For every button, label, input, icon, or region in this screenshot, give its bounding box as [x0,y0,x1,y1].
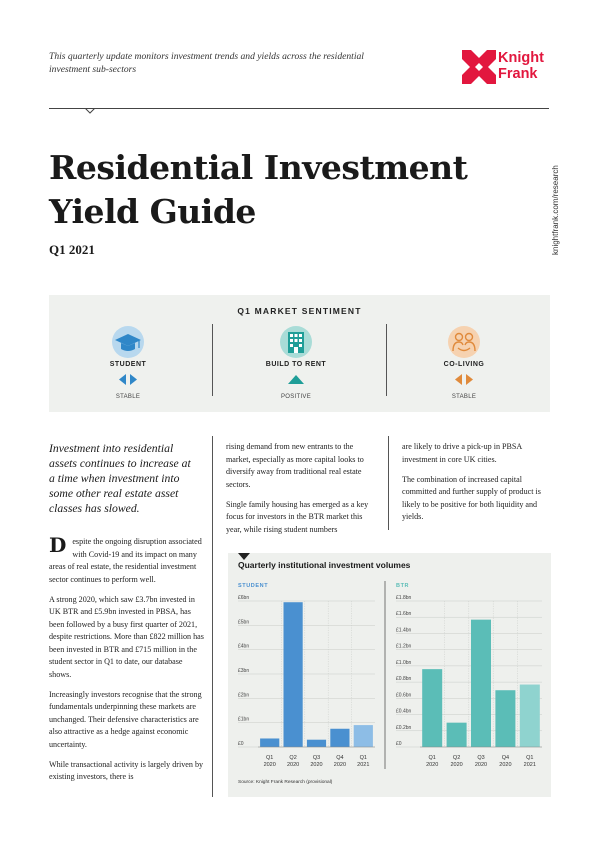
x-tick-label: Q4 [501,755,510,761]
investment-volumes-chart [228,553,551,797]
graduation-cap-icon [111,325,145,359]
sentiment-status: STABLE [451,394,477,400]
title-line-1: Residential Investment [49,148,468,187]
sentiment-divider [212,324,213,396]
apartment-building-icon [279,325,313,359]
x-tick-label: Q1 [526,755,534,761]
sentiment-label: CO-LIVING [443,361,485,368]
drop-cap: D [49,533,67,557]
bar [520,685,540,747]
sentiment-label: BUILD TO RENT [265,361,327,368]
logo-word-frank: Frank [498,66,538,82]
x-tick-label: 2021 [357,762,370,768]
chart-heading: Quarterly institutional investment volumes [238,560,411,570]
x-tick-label: 2020 [286,762,300,768]
x-tick-label: 2021 [523,762,536,768]
y-tick-label: £0.4bn [396,708,412,715]
site-link-text[interactable]: knightfrank.com/research [551,165,560,255]
bar [471,620,491,747]
x-tick-label: 2020 [499,762,512,768]
y-tick-label: £0.8bn [396,676,412,683]
market-sentiment-panel [49,295,550,412]
logo-word-knight: Knight [498,50,544,66]
sentiment-divider [386,324,387,396]
bar [260,738,279,747]
title-line-2: Yield Guide [49,192,256,231]
bar [447,723,467,747]
y-tick-label: £1bn [238,716,250,723]
y-tick-label: £5bn [238,619,250,626]
chart-source: Source: Knight Frank Research (provisional) [238,780,333,785]
rule-notch-icon [85,108,95,118]
bar [330,729,349,747]
intro-text: This quarterly update monitors investment trends and yields across the residential investment sub-sectors [49,51,364,75]
stable-arrows-icon [119,374,137,385]
bar [354,725,373,747]
y-tick-label: £2bn [238,692,250,699]
chart-series-title: BTR [396,583,410,589]
x-tick-label: 2020 [263,762,276,768]
y-tick-label: £0.2bn [396,724,412,731]
y-tick-label: £3bn [238,668,250,674]
x-tick-label: Q1 [266,755,274,761]
bar [284,602,303,747]
header-rule [49,108,549,109]
up-arrow-icon [288,374,304,385]
bar [307,740,326,747]
sentiment-build-to-rent [236,325,356,400]
body-column-1 [49,533,204,791]
page-title [49,146,529,234]
y-tick-label: £1.6bn [396,611,412,618]
sentiment-label: STUDENT [109,361,147,368]
x-tick-label: Q3 [312,755,321,761]
sentiment-status: STABLE [115,394,141,400]
paragraph: The combination of increased capital committed and further supply of product is likely to be positive for both liquidity and yields. [402,474,541,521]
x-tick-label: 2020 [333,762,347,768]
y-tick-label: £0 [238,741,244,747]
y-tick-label: £1.0bn [396,659,412,666]
y-tick-label: £4bn [238,643,250,650]
paragraph: A strong 2020, which saw £3.7bn invested in UK BTR and £5.9bn invested in PBSA, has been followed by a busy first quarter of 2021, despite restrictions. More than £822 million has been invested in BTR and £715 million in the student sector in Q1 to date, our database shows. [49,594,204,679]
site-link-vertical[interactable] [541,150,560,260]
people-icon [447,325,481,359]
column-separator [212,436,213,797]
x-tick-label: Q1 [359,755,367,761]
y-tick-label: £6bn [238,595,250,601]
y-tick-label: £1.4bn [396,627,412,634]
bar [495,690,515,747]
chart-canvas [228,553,551,797]
chart-series-title: STUDENT [238,583,269,589]
logo-mark-icon [462,50,496,84]
paragraph-text: espite the ongoing disruption associated with Covid-19 and its impact on many areas of real estate, the residential investment sector continues to perform well. [49,537,202,584]
y-tick-label: £0.6bn [396,692,412,699]
x-tick-label: 2020 [310,762,323,768]
chart-notch-icon [238,553,250,560]
x-tick-label: Q2 [289,755,297,761]
stable-arrows-icon [455,374,473,385]
x-tick-label: Q1 [428,755,436,761]
paragraph: rising demand from new entrants to the market, especially as more capital looks to diversify away from traditional real estate sectors. [226,442,364,489]
x-tick-label: 2020 [450,762,463,768]
paragraph: Single family housing has emerged as a key focus for investors in the BTR market this year, while rising student numbers [226,499,369,534]
x-tick-label: Q3 [477,755,485,761]
sentiment-student [68,325,188,400]
paragraph: Increasingly investors recognise that the strong fundamentals underpinning these markets are unchanged. Their defensive characteristics are also attractive as a hedge against economic uncertainty. [49,689,202,749]
x-tick-label: 2020 [474,762,488,768]
edition-label: Q1 2021 [49,242,95,257]
knight-frank-logo [462,50,572,86]
paragraph: are likely to drive a pick-up in PBSA investment in core UK cities. [402,442,522,464]
x-tick-label: 2020 [426,762,439,768]
column-separator [388,436,389,530]
y-tick-label: £1.8bn [396,595,412,601]
paragraph [49,533,204,586]
paragraph: While transactional activity is largely driven by existing investors, there is [49,759,204,781]
body-column-2 [226,441,376,544]
lead-paragraph: Investment into residential assets continues to increase at a time when investment into some other real estate asset classes has slowed. [49,442,191,516]
sentiment-co-living [404,325,524,400]
sentiment-heading: Q1 MARKET SENTIMENT [237,306,362,316]
x-tick-label: Q2 [452,755,461,761]
y-tick-label: £0 [396,741,402,747]
y-tick-label: £1.2bn [396,643,412,650]
x-tick-label: Q4 [336,755,344,761]
bar [422,669,442,747]
body-column-3 [402,441,554,531]
sentiment-status: POSITIVE [280,394,312,400]
